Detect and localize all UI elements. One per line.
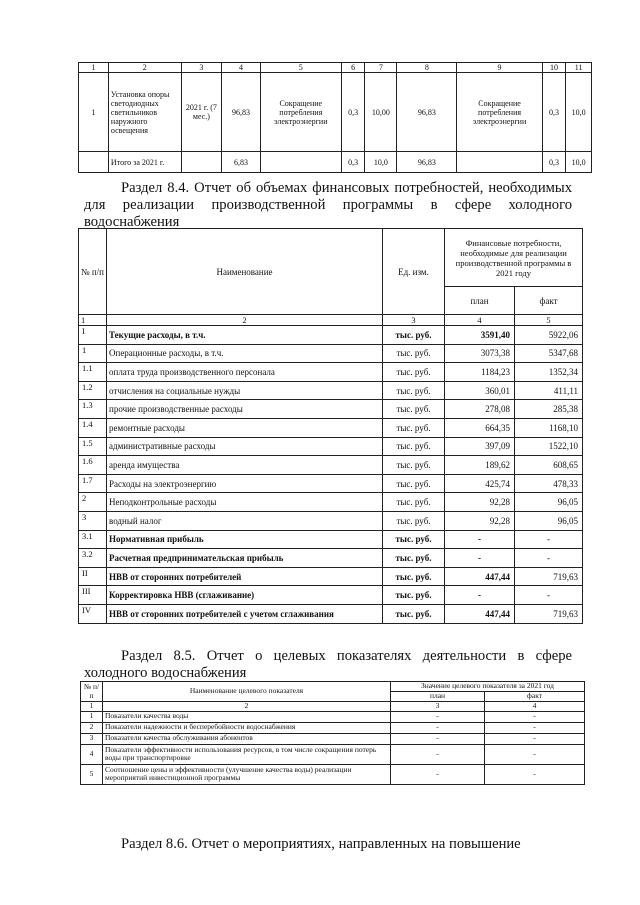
row-fact: 1522,10	[515, 437, 583, 456]
row-name: оплата труда производственного персонала	[107, 363, 383, 382]
row-unit: тыс. руб.	[383, 326, 445, 345]
column-index-row	[81, 702, 585, 712]
row-plan: 447,44	[445, 567, 515, 586]
table-row	[79, 493, 583, 512]
col-index: 1	[81, 702, 103, 712]
section-8-4-title: Раздел 8.4. Отчет об объемах финансовых потребностей, необходимых для реализации производственной программы в сфере холодного водоснабжения	[84, 180, 572, 230]
section-8-5-heading	[84, 648, 572, 682]
row-number: 1	[79, 344, 107, 363]
table-row	[79, 400, 583, 419]
header-unit: Ед. изм.	[383, 229, 445, 315]
row-number: I	[79, 326, 107, 345]
cell-effect: Сокращение потребления электроэнергии	[457, 73, 543, 152]
row-number: 1.3	[79, 400, 107, 419]
table-row	[81, 722, 585, 733]
cell-value: 10,00	[365, 73, 397, 152]
row-fact: -	[515, 530, 583, 549]
row-number: 3.2	[79, 549, 107, 568]
row-number: 1.1	[79, 363, 107, 382]
row-fact: 719,63	[515, 604, 583, 623]
header-name: Наименование целевого показателя	[103, 682, 391, 702]
table-row	[81, 733, 585, 744]
indicator-plan: -	[391, 733, 485, 744]
col-index: 1	[79, 315, 107, 326]
row-plan: 92,28	[445, 493, 515, 512]
row-fact: -	[515, 549, 583, 568]
row-unit: тыс. руб.	[383, 344, 445, 363]
table-row	[79, 437, 583, 456]
measures-index-row	[79, 63, 592, 73]
row-unit: тыс. руб.	[383, 493, 445, 512]
cell-value: 0,3	[542, 73, 566, 152]
row-name: административные расходы	[107, 437, 383, 456]
row-name: Нормативная прибыль	[107, 530, 383, 549]
table-row	[81, 711, 585, 722]
row-plan: 397,09	[445, 437, 515, 456]
row-name: Расчетная предпринимательская прибыль	[107, 549, 383, 568]
table-row	[79, 567, 583, 586]
table-row	[79, 511, 583, 530]
row-fact: 1168,10	[515, 418, 583, 437]
cell-value: 0,3	[341, 73, 365, 152]
financial-needs-table	[78, 228, 583, 624]
row-number: 1.5	[79, 437, 107, 456]
row-unit: тыс. руб.	[383, 604, 445, 623]
cell-value: 0,3	[341, 152, 365, 173]
row-name: отчисления на социальные нужды	[107, 381, 383, 400]
cell-value: 0,3	[542, 152, 566, 173]
table-row	[79, 381, 583, 400]
row-unit: тыс. руб.	[383, 567, 445, 586]
table-row	[79, 456, 583, 475]
target-indicators-table	[80, 681, 585, 785]
row-name: Неподконтрольные расходы	[107, 493, 383, 512]
row-plan: 1184,23	[445, 363, 515, 382]
col-index: 5	[260, 63, 341, 73]
cell-value: 10,0	[566, 152, 592, 173]
header-num: № п/п	[81, 682, 103, 702]
row-plan: 278,08	[445, 400, 515, 419]
row-plan: 189,62	[445, 456, 515, 475]
row-number: 1.2	[79, 381, 107, 400]
header-value: Значение целевого показателя за 2021 год	[391, 682, 585, 692]
table-header	[79, 229, 583, 287]
row-name: Операционные расходы, в т.ч.	[107, 344, 383, 363]
row-number: 1.7	[79, 474, 107, 493]
row-fact: -	[515, 586, 583, 605]
row-unit: тыс. руб.	[383, 437, 445, 456]
row-number: 5	[81, 764, 103, 784]
row-unit: тыс. руб.	[383, 456, 445, 475]
table-row	[79, 73, 592, 152]
row-number: 3.1	[79, 530, 107, 549]
header-plan: план	[445, 287, 515, 315]
table-row	[79, 418, 583, 437]
column-index-row	[79, 315, 583, 326]
row-name: НВВ от сторонних потребителей с учетом сглаживания	[107, 604, 383, 623]
row-name: водный налог	[107, 511, 383, 530]
row-name: Текущие расходы, в т.ч.	[107, 326, 383, 345]
row-unit: тыс. руб.	[383, 474, 445, 493]
table-row	[79, 604, 583, 623]
col-index: 3	[391, 702, 485, 712]
row-plan: 447,44	[445, 604, 515, 623]
measure-name: Установка опоры светодиодных светильников наружного освещения	[108, 73, 181, 152]
cell-value: 96,83	[222, 73, 260, 152]
measure-period: 2021 г. (7 мес.)	[181, 73, 222, 152]
row-fact: 96,05	[515, 493, 583, 512]
row-plan: 3073,38	[445, 344, 515, 363]
col-index: 3	[383, 315, 445, 326]
section-8-5-title: Раздел 8.5. Отчет о целевых показателях деятельности в сфере холодного водоснабжения	[84, 648, 572, 681]
row-unit: тыс. руб.	[383, 363, 445, 382]
row-number: 1.6	[79, 456, 107, 475]
row-number: III	[79, 586, 107, 605]
row-plan: 425,74	[445, 474, 515, 493]
row-fact: 478,33	[515, 474, 583, 493]
row-number: 1.4	[79, 418, 107, 437]
row-number: 2	[81, 722, 103, 733]
row-plan: -	[445, 549, 515, 568]
col-index: 8	[397, 63, 457, 73]
cell-value: 96,83	[397, 152, 457, 173]
row-fact: 5347,68	[515, 344, 583, 363]
row-unit: тыс. руб.	[383, 381, 445, 400]
header-name: Наименование	[107, 229, 383, 315]
row-number: 1	[79, 73, 109, 152]
indicator-name: Соотношение цены и эффективности (улучшение качества воды) реализации мероприятий инвестиционной программы	[103, 764, 391, 784]
row-fact: 5922,06	[515, 326, 583, 345]
measures-table	[78, 62, 592, 173]
row-name: НВВ от сторонних потребителей	[107, 567, 383, 586]
table-row	[79, 549, 583, 568]
indicator-name: Показатели надежности и бесперебойности водоснабжения	[103, 722, 391, 733]
section-8-6-heading	[84, 836, 572, 853]
section-8-6-title: Раздел 8.6. Отчет о мероприятиях, направленных на повышение	[121, 836, 521, 852]
row-number: 4	[81, 744, 103, 764]
table-header	[81, 682, 585, 692]
row-fact: 608,65	[515, 456, 583, 475]
table-row	[81, 744, 585, 764]
indicator-fact: -	[485, 722, 585, 733]
col-index: 5	[515, 315, 583, 326]
header-plan: план	[391, 692, 485, 702]
total-label: Итого за 2021 г.	[108, 152, 181, 173]
cell-value: 10,0	[566, 73, 592, 152]
col-index: 6	[341, 63, 365, 73]
row-unit: тыс. руб.	[383, 418, 445, 437]
col-index: 1	[79, 63, 109, 73]
col-index: 9	[457, 63, 543, 73]
row-plan: 3591,40	[445, 326, 515, 345]
table-row	[81, 764, 585, 784]
cell-value: 10,0	[365, 152, 397, 173]
header-fact: факт	[515, 287, 583, 315]
col-index: 2	[107, 315, 383, 326]
row-plan: -	[445, 530, 515, 549]
row-name: Расходы на электроэнергию	[107, 474, 383, 493]
col-index: 2	[103, 702, 391, 712]
col-index: 4	[485, 702, 585, 712]
table-row	[79, 530, 583, 549]
indicator-name: Показатели эффективности использования ресурсов, в том числе сокращения потерь воды при транспортировке	[103, 744, 391, 764]
row-number: 3	[79, 511, 107, 530]
row-unit: тыс. руб.	[383, 586, 445, 605]
col-index: 11	[566, 63, 592, 73]
row-unit: тыс. руб.	[383, 549, 445, 568]
col-index: 2	[108, 63, 181, 73]
row-name: Корректировка НВВ (сглаживание)	[107, 586, 383, 605]
indicator-name: Показатели качества воды	[103, 711, 391, 722]
header-fin-needs: Финансовые потребности, необходимые для реализации производственной программы в 2021 году	[445, 229, 583, 287]
row-fact: 96,05	[515, 511, 583, 530]
indicator-plan: -	[391, 711, 485, 722]
table-row	[79, 474, 583, 493]
row-plan: -	[445, 586, 515, 605]
col-index: 7	[365, 63, 397, 73]
row-name: ремонтные расходы	[107, 418, 383, 437]
row-number: II	[79, 567, 107, 586]
col-index: 10	[542, 63, 566, 73]
row-plan: 360,01	[445, 381, 515, 400]
indicator-fact: -	[485, 744, 585, 764]
indicator-name: Показатели качества обслуживания абонентов	[103, 733, 391, 744]
cell-effect: Сокращение потребления электроэнергии	[260, 73, 341, 152]
indicator-fact: -	[485, 764, 585, 784]
col-index: 3	[181, 63, 222, 73]
row-fact: 1352,34	[515, 363, 583, 382]
table-row	[79, 363, 583, 382]
table-row	[79, 586, 583, 605]
row-unit: тыс. руб.	[383, 530, 445, 549]
row-plan: 664,35	[445, 418, 515, 437]
row-fact: 411,11	[515, 381, 583, 400]
row-name: аренда имущества	[107, 456, 383, 475]
cell-value: 96,83	[397, 73, 457, 152]
indicator-plan: -	[391, 764, 485, 784]
table-row	[79, 344, 583, 363]
row-number: 1	[81, 711, 103, 722]
row-number: 3	[81, 733, 103, 744]
row-unit: тыс. руб.	[383, 511, 445, 530]
header-fact: факт	[485, 692, 585, 702]
total-row	[79, 152, 592, 173]
col-index: 4	[445, 315, 515, 326]
row-number: 2	[79, 493, 107, 512]
row-number: IV	[79, 604, 107, 623]
row-fact: 285,38	[515, 400, 583, 419]
header-num: № п/п	[79, 229, 107, 315]
section-8-4-heading	[84, 180, 572, 231]
row-plan: 92,28	[445, 511, 515, 530]
indicator-plan: -	[391, 722, 485, 733]
cell-value: 6,83	[222, 152, 260, 173]
row-fact: 719,63	[515, 567, 583, 586]
row-name: прочие производственные расходы	[107, 400, 383, 419]
col-index: 4	[222, 63, 260, 73]
table-row	[79, 326, 583, 345]
row-unit: тыс. руб.	[383, 400, 445, 419]
indicator-plan: -	[391, 744, 485, 764]
indicator-fact: -	[485, 711, 585, 722]
indicator-fact: -	[485, 733, 585, 744]
